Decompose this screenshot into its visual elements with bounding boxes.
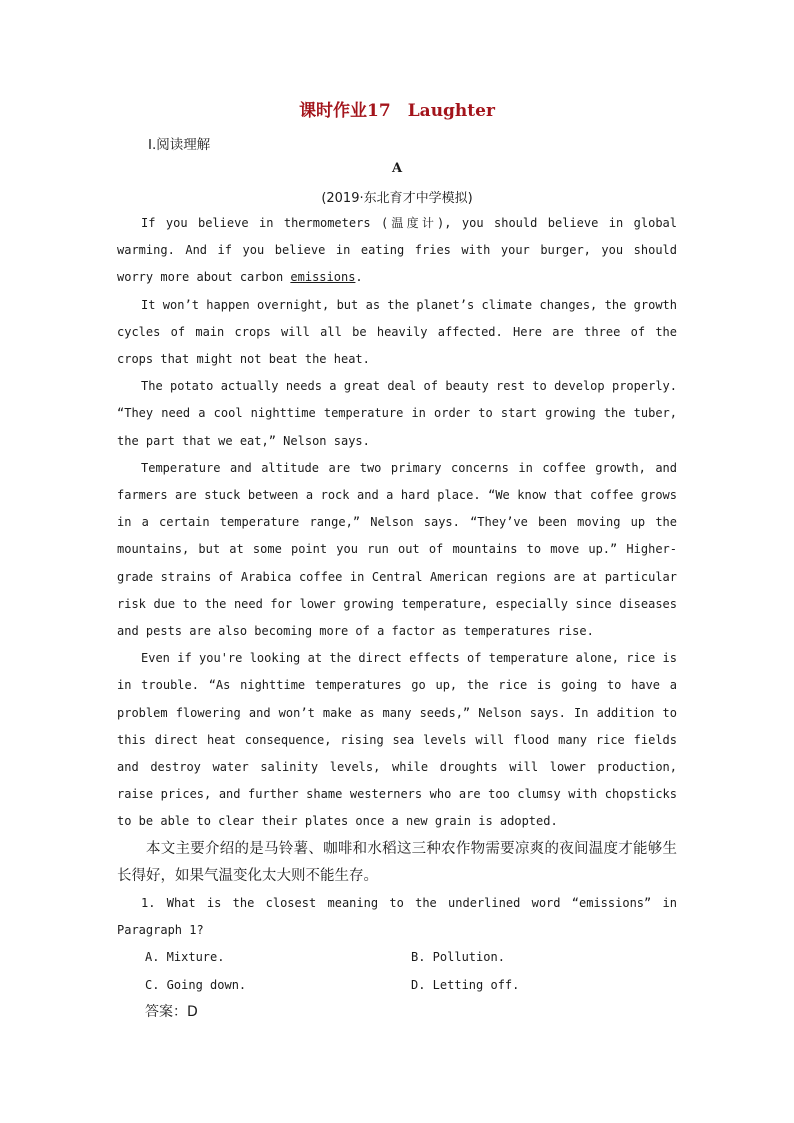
paragraph-4: Temperature and altitude are two primary concerns in coffee growth, and farmers are stuck between a rock and a hard place. “We know that coffee grows in a certain temperature range,” Nelson says. “They’ve been moving up the mountains, but at some point you run out of mountains to move up.” Higher-grade strains of Arabica coffee in Central American regions are at particular risk due to the need for lower growing temperature, especially since diseases and pests are also becoming more of a factor as temperatures rise.: [117, 460, 677, 639]
options-row-1: [117, 944, 677, 971]
underlined-word: emissions: [290, 270, 356, 285]
paragraph-3: The potato actually needs a great deal of beauty rest to develop properly. “They need a cool nighttime temperature in order to start growing the tuber, the part that we eat,” Nelson says.: [117, 379, 677, 448]
passage-letter: A: [391, 161, 403, 176]
option-b: B. Pollution.: [411, 950, 505, 965]
paragraph-5: Even if you're looking at the direct effects of temperature alone, rice is in trouble. “As nighttime temperatures go up, the rice is going to have a problem flowering and won’t make as many seeds,” Nelson says. In addition to this direct heat consequence, rising sea levels will flood many rice fields and destroy water salinity levels, while droughts will lower production, raise prices, and further shame westerners who are too clumsy with chopsticks to be able to clear their plates once a new grain is adopted.: [117, 651, 677, 829]
paragraph-1: If you believe in thermometers (温度计), you should believe in global warming. And if you believe in eating fries with your burger, you should worry more about carbon emissions.: [117, 216, 677, 285]
options-row-2: [117, 972, 677, 999]
passage-summary: 本文主要介绍的是马铃薯、咖啡和水稻这三种农作物需要凉爽的夜间温度才能够生长得好，如果气温变化太大则不能生存。: [117, 840, 677, 884]
page-title: 课时作业17 Laughter: [299, 101, 495, 121]
passage-source: (2019·东北育才中学模拟): [321, 191, 473, 206]
option-a: A. Mixture.: [145, 950, 225, 965]
answer: 答案：D: [145, 1003, 198, 1020]
section-heading: Ⅰ.阅读理解: [148, 137, 211, 153]
question-1: 1. What is the closest meaning to the underlined word “emissions” in Paragraph 1?: [117, 896, 677, 938]
option-d: D. Letting off.: [411, 977, 520, 992]
option-c: C. Going down.: [145, 977, 247, 992]
passage-body: [117, 210, 677, 1026]
paragraph-2: It won’t happen overnight, but as the planet’s climate changes, the growth cycles of main crops will all be heavily affected. Here are three of the crops that might not beat the heat.: [117, 297, 677, 367]
